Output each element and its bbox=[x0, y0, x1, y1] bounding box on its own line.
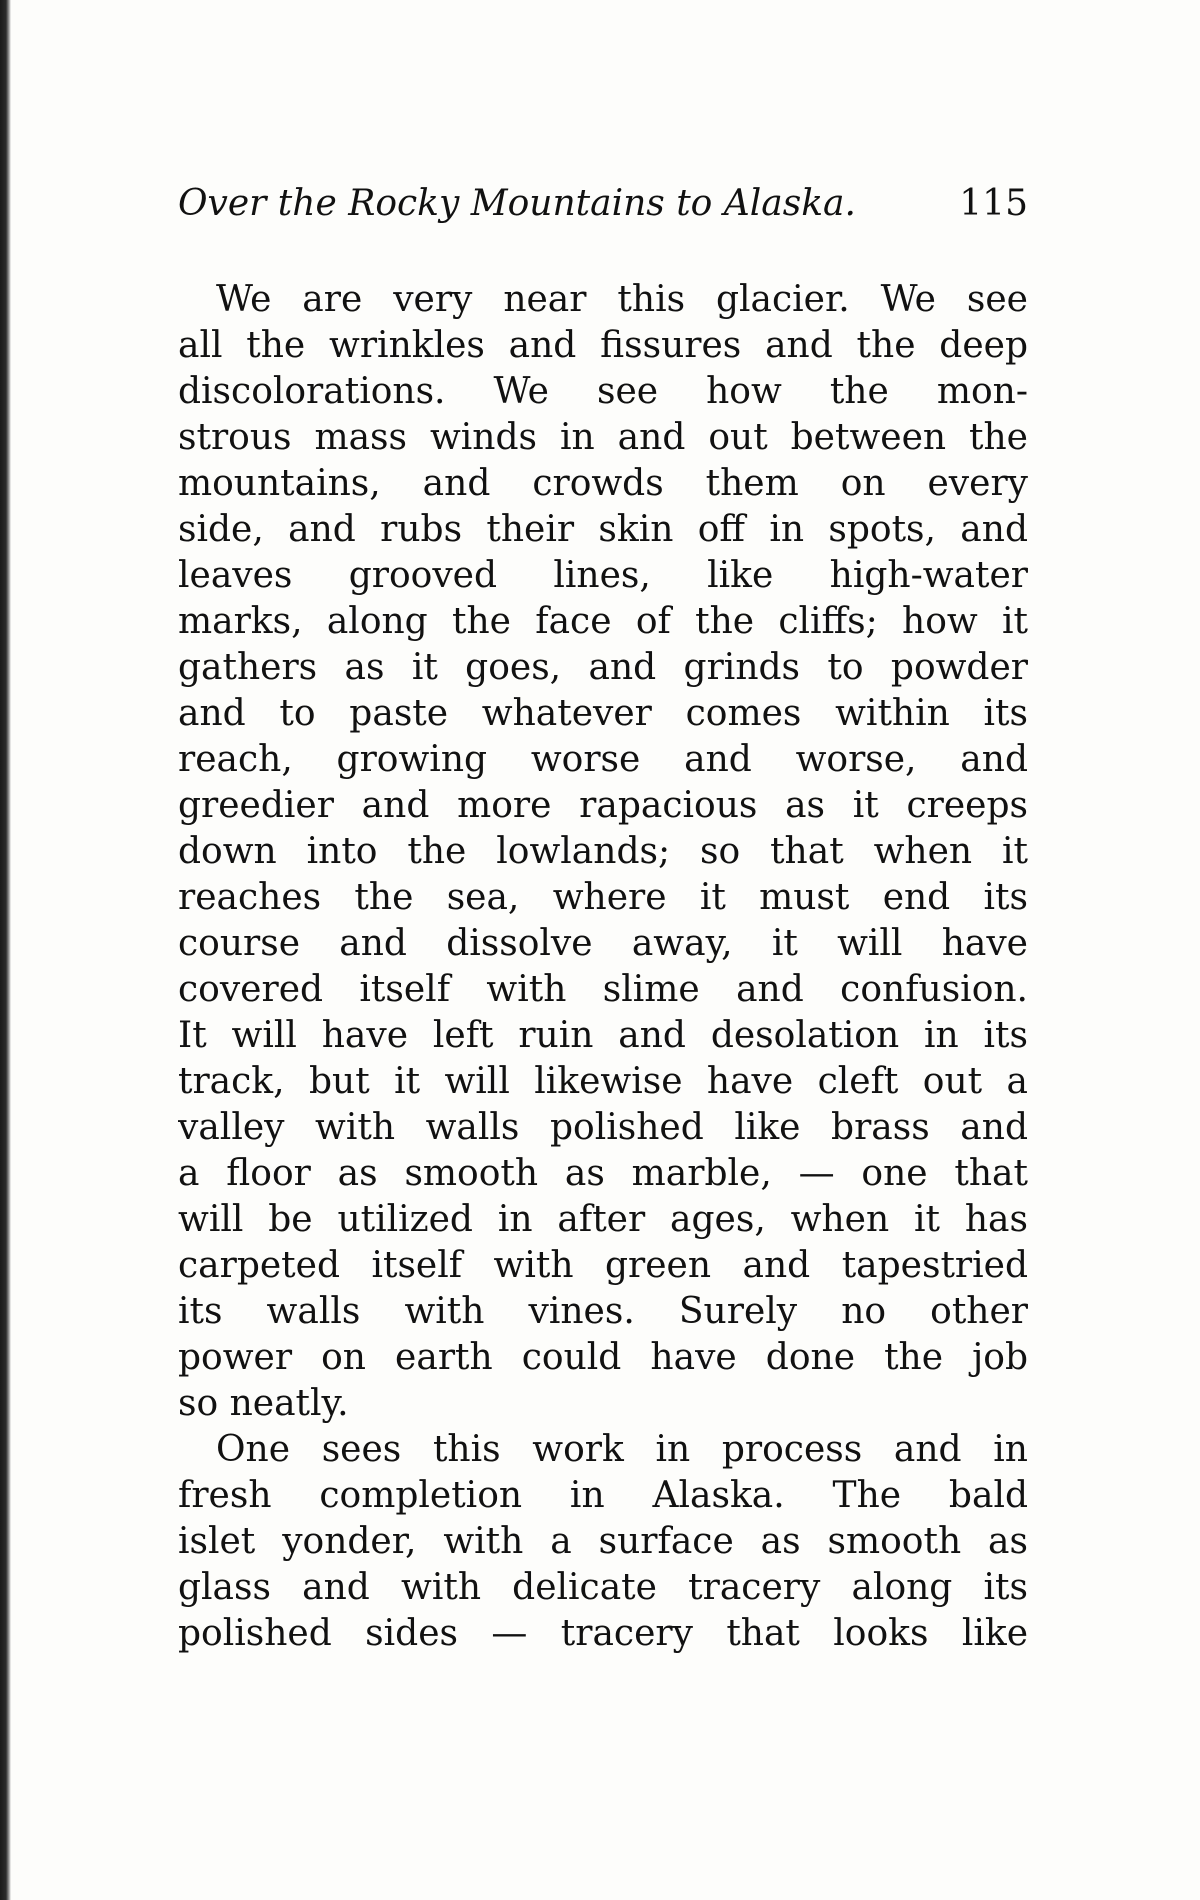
running-head-title: Over the Rocky Mountains to Alaska. bbox=[178, 183, 856, 224]
text-line: marks, along the face of the cliffs; how it bbox=[178, 601, 1028, 642]
body-text bbox=[178, 277, 1028, 1657]
text-line: mountains, and crowds them on every bbox=[178, 463, 1028, 504]
text-line: One sees this work in process and in bbox=[216, 1429, 1028, 1470]
text-line: It will have left ruin and desolation in its bbox=[178, 1015, 1028, 1056]
page-number: 115 bbox=[959, 183, 1028, 224]
text-line: We are very near this glacier. We see bbox=[216, 279, 1028, 320]
paragraph bbox=[178, 277, 1028, 1427]
text-line: so neatly. bbox=[178, 1383, 349, 1424]
text-line: and to paste whatever comes within its bbox=[178, 693, 1028, 734]
text-line: a floor as smooth as marble, — one that bbox=[178, 1153, 1028, 1194]
text-line: strous mass winds in and out between the bbox=[178, 417, 1028, 458]
text-line: its walls with vines. Surely no other bbox=[178, 1291, 1028, 1332]
text-line: track, but it will likewise have cleft out a bbox=[178, 1061, 1028, 1102]
text-line: down into the lowlands; so that when it bbox=[178, 831, 1028, 872]
running-head bbox=[178, 178, 1028, 230]
text-line: course and dissolve away, it will have bbox=[178, 923, 1028, 964]
text-line: covered itself with slime and confusion. bbox=[178, 969, 1028, 1010]
text-line: discolorations. We see how the mon- bbox=[178, 371, 1028, 412]
text-line: glass and with delicate tracery along its bbox=[178, 1567, 1028, 1608]
text-line: side, and rubs their skin off in spots, and bbox=[178, 509, 1028, 550]
text-line: reaches the sea, where it must end its bbox=[178, 877, 1028, 918]
text-line: leaves grooved lines, like high-water bbox=[178, 555, 1028, 596]
text-line: gathers as it goes, and grinds to powder bbox=[178, 647, 1028, 688]
text-line: reach, growing worse and worse, and bbox=[178, 739, 1028, 780]
paragraph bbox=[178, 1427, 1028, 1657]
text-line: carpeted itself with green and tapestried bbox=[178, 1245, 1028, 1286]
text-line: all the wrinkles and fissures and the deep bbox=[178, 325, 1028, 366]
text-line: islet yonder, with a surface as smooth as bbox=[178, 1521, 1028, 1562]
text-line: fresh completion in Alaska. The bald bbox=[178, 1475, 1028, 1516]
text-line: will be utilized in after ages, when it has bbox=[178, 1199, 1028, 1240]
text-line: power on earth could have done the job bbox=[178, 1337, 1028, 1378]
text-line: greedier and more rapacious as it creeps bbox=[178, 785, 1028, 826]
binding-edge bbox=[0, 0, 11, 1900]
text-line: valley with walls polished like brass and bbox=[178, 1107, 1028, 1148]
text-line: polished sides — tracery that looks like bbox=[178, 1613, 1028, 1654]
